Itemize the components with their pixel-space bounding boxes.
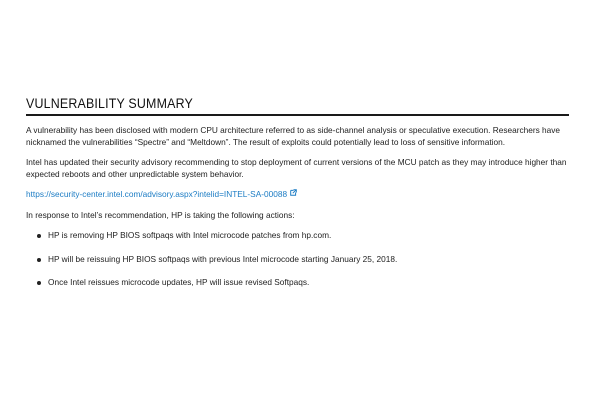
section-title: VULNERABILITY SUMMARY: [26, 96, 193, 111]
actions-list: [26, 230, 569, 289]
list-item: [26, 277, 569, 289]
bullet-icon: [37, 258, 41, 262]
external-link-icon[interactable]: [290, 188, 297, 200]
bullet-icon: [37, 234, 41, 238]
bullet-icon: [37, 281, 41, 285]
action-text: HP will be reissuing HP BIOS softpaqs with previous Intel microcode starting January 25, 2018.: [48, 253, 398, 264]
list-item: [26, 230, 569, 242]
intel-update-paragraph: Intel has updated their security advisory recommending to stop deployment of current versions of the MCU patch as they may introduce higher than expected reboots and other unpredictable system behavior.: [26, 157, 567, 179]
response-paragraph: In response to Intel’s recommendation, HP is taking the following actions:: [26, 209, 295, 220]
intel-advisory-link[interactable]: https://security-center.intel.com/advisory.aspx?intelid=INTEL-SA-00088: [26, 189, 288, 199]
action-text: Once Intel reissues microcode updates, HP will issue revised Softpaqs.: [48, 277, 310, 287]
vulnerability-summary-section: [26, 95, 569, 301]
intro-paragraph: A vulnerability has been disclosed with modern CPU architecture referred to as side-channel analysis or speculative execution. Researchers have nicknamed the vulnerabilities “Spectre” and “Meltdown”. The result of exploits could potentially lead to loss of sensitive information.: [26, 125, 561, 147]
list-item: [26, 254, 569, 266]
advisory-link-line: [26, 189, 569, 201]
title-divider: [26, 114, 569, 116]
action-text: HP is removing HP BIOS softpaqs with Intel microcode patches from hp.com.: [48, 230, 332, 240]
